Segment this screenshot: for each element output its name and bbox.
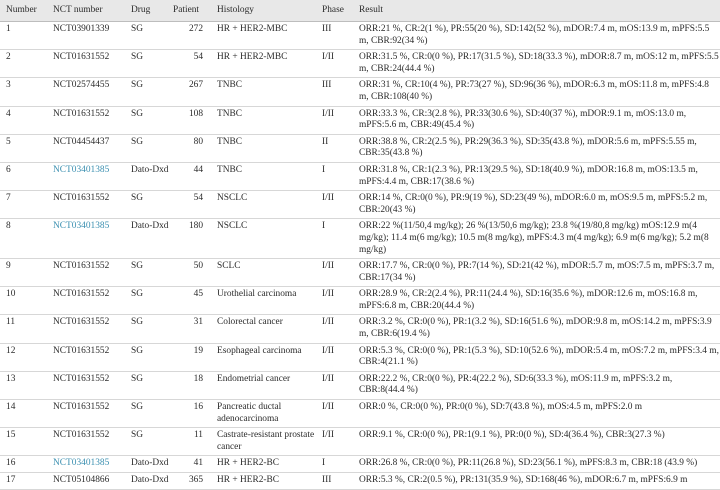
cell-drug: SG: [125, 191, 169, 219]
header-patient: Patient: [169, 0, 211, 22]
cell-drug: SG: [125, 400, 169, 428]
table-row: [0, 428, 720, 456]
cell-result: ORR:9.1 %, CR:0(0 %), PR:1(9.1 %), PR:0(0 %), SD:4(36.4 %), CBR:3(27.3 %): [353, 428, 720, 456]
cell-number: 17: [0, 473, 47, 490]
cell-drug: SG: [125, 78, 169, 106]
cell-patient: 11: [169, 428, 211, 456]
cell-drug: SG: [125, 106, 169, 134]
cell-phase: I: [316, 219, 353, 259]
cell-histology: Esophageal carcinoma: [211, 343, 316, 371]
cell-phase: I/II: [316, 315, 353, 343]
cell-histology: TNBC: [211, 134, 316, 162]
cell-number: 3: [0, 78, 47, 106]
cell-number: 8: [0, 219, 47, 259]
cell-patient: 54: [169, 191, 211, 219]
cell-result: ORR:33.3 %, CR:3(2.8 %), PR:33(30.6 %), SD:40(37 %), mDOR:9.1 m, mOS:13.0 m, mPFS:5.6 m, CBR:49(45.4 %): [353, 106, 720, 134]
table-row: [0, 473, 720, 490]
cell-number: 13: [0, 371, 47, 399]
cell-phase: I: [316, 162, 353, 190]
cell-histology: Urothelial carcinoma: [211, 287, 316, 315]
cell-phase: I/II: [316, 428, 353, 456]
cell-result: ORR:21 %, CR:2(1 %), PR:55(20 %), SD:142(52 %), mDOR:7.4 m, mOS:13.9 m, mPFS:5.5 m, CBR:92(34 %): [353, 22, 720, 50]
header-nct-number: NCT number: [47, 0, 125, 22]
cell-patient: 180: [169, 219, 211, 259]
table-row: [0, 134, 720, 162]
table-row: [0, 50, 720, 78]
cell-nct-number: NCT02574455: [47, 78, 125, 106]
cell-histology: SCLC: [211, 259, 316, 287]
table-row: [0, 22, 720, 50]
cell-phase: I/II: [316, 371, 353, 399]
cell-drug: Dato-Dxd: [125, 456, 169, 473]
cell-drug: SG: [125, 371, 169, 399]
table-row: [0, 456, 720, 473]
header-drug: Drug: [125, 0, 169, 22]
table-row: [0, 400, 720, 428]
cell-result: ORR:31.8 %, CR:1(2.3 %), PR:13(29.5 %), SD:18(40.9 %), mDOR:16.8 m, mOS:13.5 m, mPFS:4.4 m, CBR:17(38.6 %): [353, 162, 720, 190]
table-row: [0, 287, 720, 315]
cell-drug: SG: [125, 343, 169, 371]
cell-patient: 19: [169, 343, 211, 371]
cell-patient: 50: [169, 259, 211, 287]
cell-result: ORR:28.9 %, CR:2(2.4 %), PR:11(24.4 %), SD:16(35.6 %), mDOR:12.6 m, mOS:16.8 m, mPFS:6.8 m, CBR:20(44.4 %): [353, 287, 720, 315]
cell-result: ORR:26.8 %, CR:0(0 %), PR:11(26.8 %), SD:23(56.1 %), mPFS:8.3 m, CBR:18 (43.9 %): [353, 456, 720, 473]
header-number: Number: [0, 0, 47, 22]
cell-patient: 44: [169, 162, 211, 190]
cell-patient: 272: [169, 22, 211, 50]
cell-result: ORR:5.3 %, CR:0(0 %), PR:1(5.3 %), SD:10(52.6 %), mDOR:5.4 m, mOS:7.2 m, mPFS:3.4 m, CBR:4(21.1 %): [353, 343, 720, 371]
cell-phase: I: [316, 456, 353, 473]
table-row: [0, 371, 720, 399]
cell-result: ORR:3.2 %, CR:0(0 %), PR:1(3.2 %), SD:16(51.6 %), mDOR:9.8 m, mOS:14.2 m, mPFS:3.9 m, CBR:6(19.4 %): [353, 315, 720, 343]
cell-histology: NSCLC: [211, 191, 316, 219]
cell-patient: 365: [169, 473, 211, 490]
cell-phase: III: [316, 473, 353, 490]
header-phase: Phase: [316, 0, 353, 22]
cell-nct-number: NCT01631552: [47, 106, 125, 134]
cell-phase: I/II: [316, 50, 353, 78]
cell-number: 5: [0, 134, 47, 162]
cell-phase: II: [316, 134, 353, 162]
cell-histology: TNBC: [211, 162, 316, 190]
cell-drug: Dato-Dxd: [125, 473, 169, 490]
cell-patient: 16: [169, 400, 211, 428]
cell-number: 11: [0, 315, 47, 343]
cell-histology: Colorectal cancer: [211, 315, 316, 343]
table-row: [0, 259, 720, 287]
cell-result: ORR:31.5 %, CR:0(0 %), PR:17(31.5 %), SD:18(33.3 %), mDOR:8.7 m, mOS:12 m, mPFS:5.5 m, CBR:24(44.4 %): [353, 50, 720, 78]
cell-histology: Endometrial cancer: [211, 371, 316, 399]
table-row: [0, 191, 720, 219]
cell-nct-number: NCT01631552: [47, 315, 125, 343]
table-body: [0, 22, 720, 490]
cell-drug: Dato-Dxd: [125, 219, 169, 259]
cell-number: 9: [0, 259, 47, 287]
header-row: [0, 0, 720, 22]
cell-drug: SG: [125, 287, 169, 315]
cell-number: 4: [0, 106, 47, 134]
cell-number: 7: [0, 191, 47, 219]
header-histology: Histology: [211, 0, 316, 22]
cell-number: 2: [0, 50, 47, 78]
cell-drug: SG: [125, 315, 169, 343]
cell-nct-number: NCT01631552: [47, 50, 125, 78]
cell-drug: SG: [125, 134, 169, 162]
cell-patient: 41: [169, 456, 211, 473]
cell-nct-number: NCT01631552: [47, 287, 125, 315]
cell-patient: 54: [169, 50, 211, 78]
nct-number-link[interactable]: NCT03401385: [47, 456, 125, 473]
cell-patient: 18: [169, 371, 211, 399]
cell-phase: I/II: [316, 400, 353, 428]
nct-number-link[interactable]: NCT03401385: [47, 162, 125, 190]
cell-nct-number: NCT01631552: [47, 343, 125, 371]
cell-drug: SG: [125, 50, 169, 78]
cell-histology: TNBC: [211, 78, 316, 106]
cell-histology: HR + HER2-BC: [211, 456, 316, 473]
cell-result: ORR:22.2 %, CR:0(0 %), PR:4(22.2 %), SD:6(33.3 %), mOS:11.9 m, mPFS:3.2 m, CBR:8(44.4 %): [353, 371, 720, 399]
cell-phase: III: [316, 78, 353, 106]
cell-histology: NSCLC: [211, 219, 316, 259]
cell-result: ORR:31 %, CR:10(4 %), PR:73(27 %), SD:96(36 %), mDOR:6.3 m, mOS:11.8 m, mPFS:4.8 m, CBR:108(40 %): [353, 78, 720, 106]
cell-drug: SG: [125, 259, 169, 287]
nct-number-link[interactable]: NCT03401385: [47, 219, 125, 259]
cell-patient: 80: [169, 134, 211, 162]
cell-histology: HR + HER2-MBC: [211, 22, 316, 50]
cell-result: ORR:0 %, CR:0(0 %), PR:0(0 %), SD:7(43.8 %), mOS:4.5 m, mPFS:2.0 m: [353, 400, 720, 428]
cell-patient: 45: [169, 287, 211, 315]
cell-nct-number: NCT01631552: [47, 371, 125, 399]
cell-phase: III: [316, 22, 353, 50]
cell-patient: 31: [169, 315, 211, 343]
cell-number: 6: [0, 162, 47, 190]
cell-drug: SG: [125, 428, 169, 456]
cell-histology: TNBC: [211, 106, 316, 134]
cell-nct-number: NCT01631552: [47, 428, 125, 456]
cell-number: 14: [0, 400, 47, 428]
cell-drug: SG: [125, 22, 169, 50]
table-header: [0, 0, 720, 22]
cell-number: 10: [0, 287, 47, 315]
cell-patient: 267: [169, 78, 211, 106]
table-row: [0, 343, 720, 371]
cell-result: ORR:22 %(11/50,4 mg/kg); 26 %(13/50,6 mg/kg); 23.8 %(19/80,8 mg/kg) mOS:12.9 m(4 mg/kg); 11.4 m(6 mg/kg); 10.5 m(8 mg/kg), mPFS:4.3 m(4 mg/kg); 6.9 m(6 mg/kg); 5.2 m(8 mg/kg): [353, 219, 720, 259]
cell-phase: I/II: [316, 191, 353, 219]
cell-patient: 108: [169, 106, 211, 134]
cell-phase: I/II: [316, 343, 353, 371]
cell-number: 16: [0, 456, 47, 473]
cell-phase: I/II: [316, 259, 353, 287]
table-row: [0, 219, 720, 259]
cell-phase: I/II: [316, 287, 353, 315]
table-row: [0, 106, 720, 134]
cell-histology: HR + HER2-MBC: [211, 50, 316, 78]
cell-nct-number: NCT05104866: [47, 473, 125, 490]
cell-number: 1: [0, 22, 47, 50]
cell-nct-number: NCT03901339: [47, 22, 125, 50]
cell-histology: HR + HER2-BC: [211, 473, 316, 490]
cell-nct-number: NCT01631552: [47, 259, 125, 287]
cell-nct-number: NCT01631552: [47, 400, 125, 428]
cell-result: ORR:38.8 %, CR:2(2.5 %), PR:29(36.3 %), SD:35(43.8 %), mDOR:5.6 m, mPFS:5.55 m, CBR:35(43.8 %): [353, 134, 720, 162]
cell-drug: Dato-Dxd: [125, 162, 169, 190]
cell-result: ORR:5.3 %, CR:2(0.5 %), PR:131(35.9 %), SD:168(46 %), mDOR:6.7 m, mPFS:6.9 m: [353, 473, 720, 490]
table-row: [0, 315, 720, 343]
cell-number: 15: [0, 428, 47, 456]
header-result: Result: [353, 0, 720, 22]
cell-histology: Pancreatic ductal adenocarcinoma: [211, 400, 316, 428]
cell-result: ORR:14 %, CR:0(0 %), PR:9(19 %), SD:23(49 %), mDOR:6.0 m, mOS:9.5 m, mPFS:5.2 m, CBR:20(43 %): [353, 191, 720, 219]
table-row: [0, 78, 720, 106]
cell-result: ORR:17.7 %, CR:0(0 %), PR:7(14 %), SD:21(42 %), mDOR:5.7 m, mOS:7.5 m, mPFS:3.7 m, CBR:17(34 %): [353, 259, 720, 287]
table-row: [0, 162, 720, 190]
cell-number: 12: [0, 343, 47, 371]
cell-phase: I/II: [316, 106, 353, 134]
cell-nct-number: NCT04454437: [47, 134, 125, 162]
cell-histology: Castrate-resistant prostate cancer: [211, 428, 316, 456]
cell-nct-number: NCT01631552: [47, 191, 125, 219]
